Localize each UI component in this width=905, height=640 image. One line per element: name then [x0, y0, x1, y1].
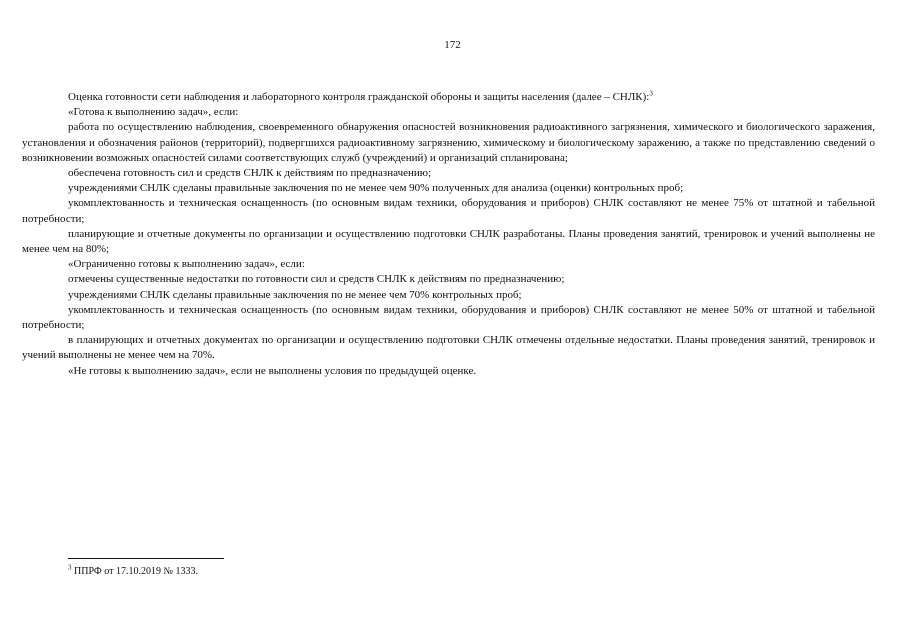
- paragraph: укомплектованность и техническая оснащенность (по основным видам техники, оборудования и приборов) СНЛК составляют не менее 75% от штатной и табельной потребности;: [22, 197, 875, 225]
- paragraph: в планирующих и отчетных документах по организации и осуществлению подготовки СНЛК отмечены отдельные недостатки. Планы проведения занятий, тренировок и учений выполнены не менее чем на 70%.: [22, 334, 875, 362]
- paragraph-ready-heading: «Готова к выполнению задач», если:: [68, 106, 239, 119]
- paragraph: планирующие и отчетные документы по организации и осуществлению подготовки СНЛК разработаны. Планы проведения занятий, тренировок и учений выполнены не менее чем на 80%;: [22, 227, 875, 256]
- page-number: 172: [444, 39, 461, 51]
- paragraph-intro: [22, 90, 875, 105]
- paragraph: учреждениями СНЛК сделаны правильные заключения по не менее чем 70% контрольных проб;: [68, 288, 522, 301]
- paragraph: учреждениями СНЛК сделаны правильные заключения по не менее чем 90% полученных для анализа (оценки) контрольных проб;: [68, 182, 684, 195]
- footnote-separator: [68, 558, 224, 559]
- footnote-text: ППРФ от 17.10.2019 № 1333.: [71, 566, 199, 577]
- footnote-marker: 3: [68, 563, 72, 572]
- paragraph-limited-heading: «Ограниченно готовы к выполнению задач», если:: [68, 258, 305, 271]
- paragraph: укомплектованность и техническая оснащенность (по основным видам техники, оборудования и приборов) СНЛК составляют не менее 50% от штатной и табельной потребности;: [22, 303, 875, 332]
- footnote-reference: 3: [649, 89, 653, 98]
- paragraph: работа по осуществлению наблюдения, своевременного обнаружения опасностей возникновения радиоактивного загрязнения, химического и биологического заражения, установления и обозначения районов (территорий), подвергшихся радиоактивному загрязнению, химическому и биологическому заражению, а также по представлению сведений о возникновении возможных опасностей силами соответствующих служб (учреждений) и организаций спланирована;: [22, 121, 875, 164]
- paragraph: обеспечена готовность сил и средств СНЛК к действиям по предназначению;: [68, 167, 432, 180]
- paragraph-text: Оценка готовности сети наблюдения и лабораторного контроля гражданской обороны и защиты населения (далее – СНЛК):: [68, 91, 650, 103]
- footnote: [68, 565, 198, 578]
- document-body: [22, 90, 875, 379]
- paragraph-not-ready: «Не готовы к выполнению задач», если не выполнены условия по предыдущей оценке.: [68, 364, 477, 377]
- paragraph: отмечены существенные недостатки по готовности сил и средств СНЛК к действиям по предназначению;: [68, 273, 565, 286]
